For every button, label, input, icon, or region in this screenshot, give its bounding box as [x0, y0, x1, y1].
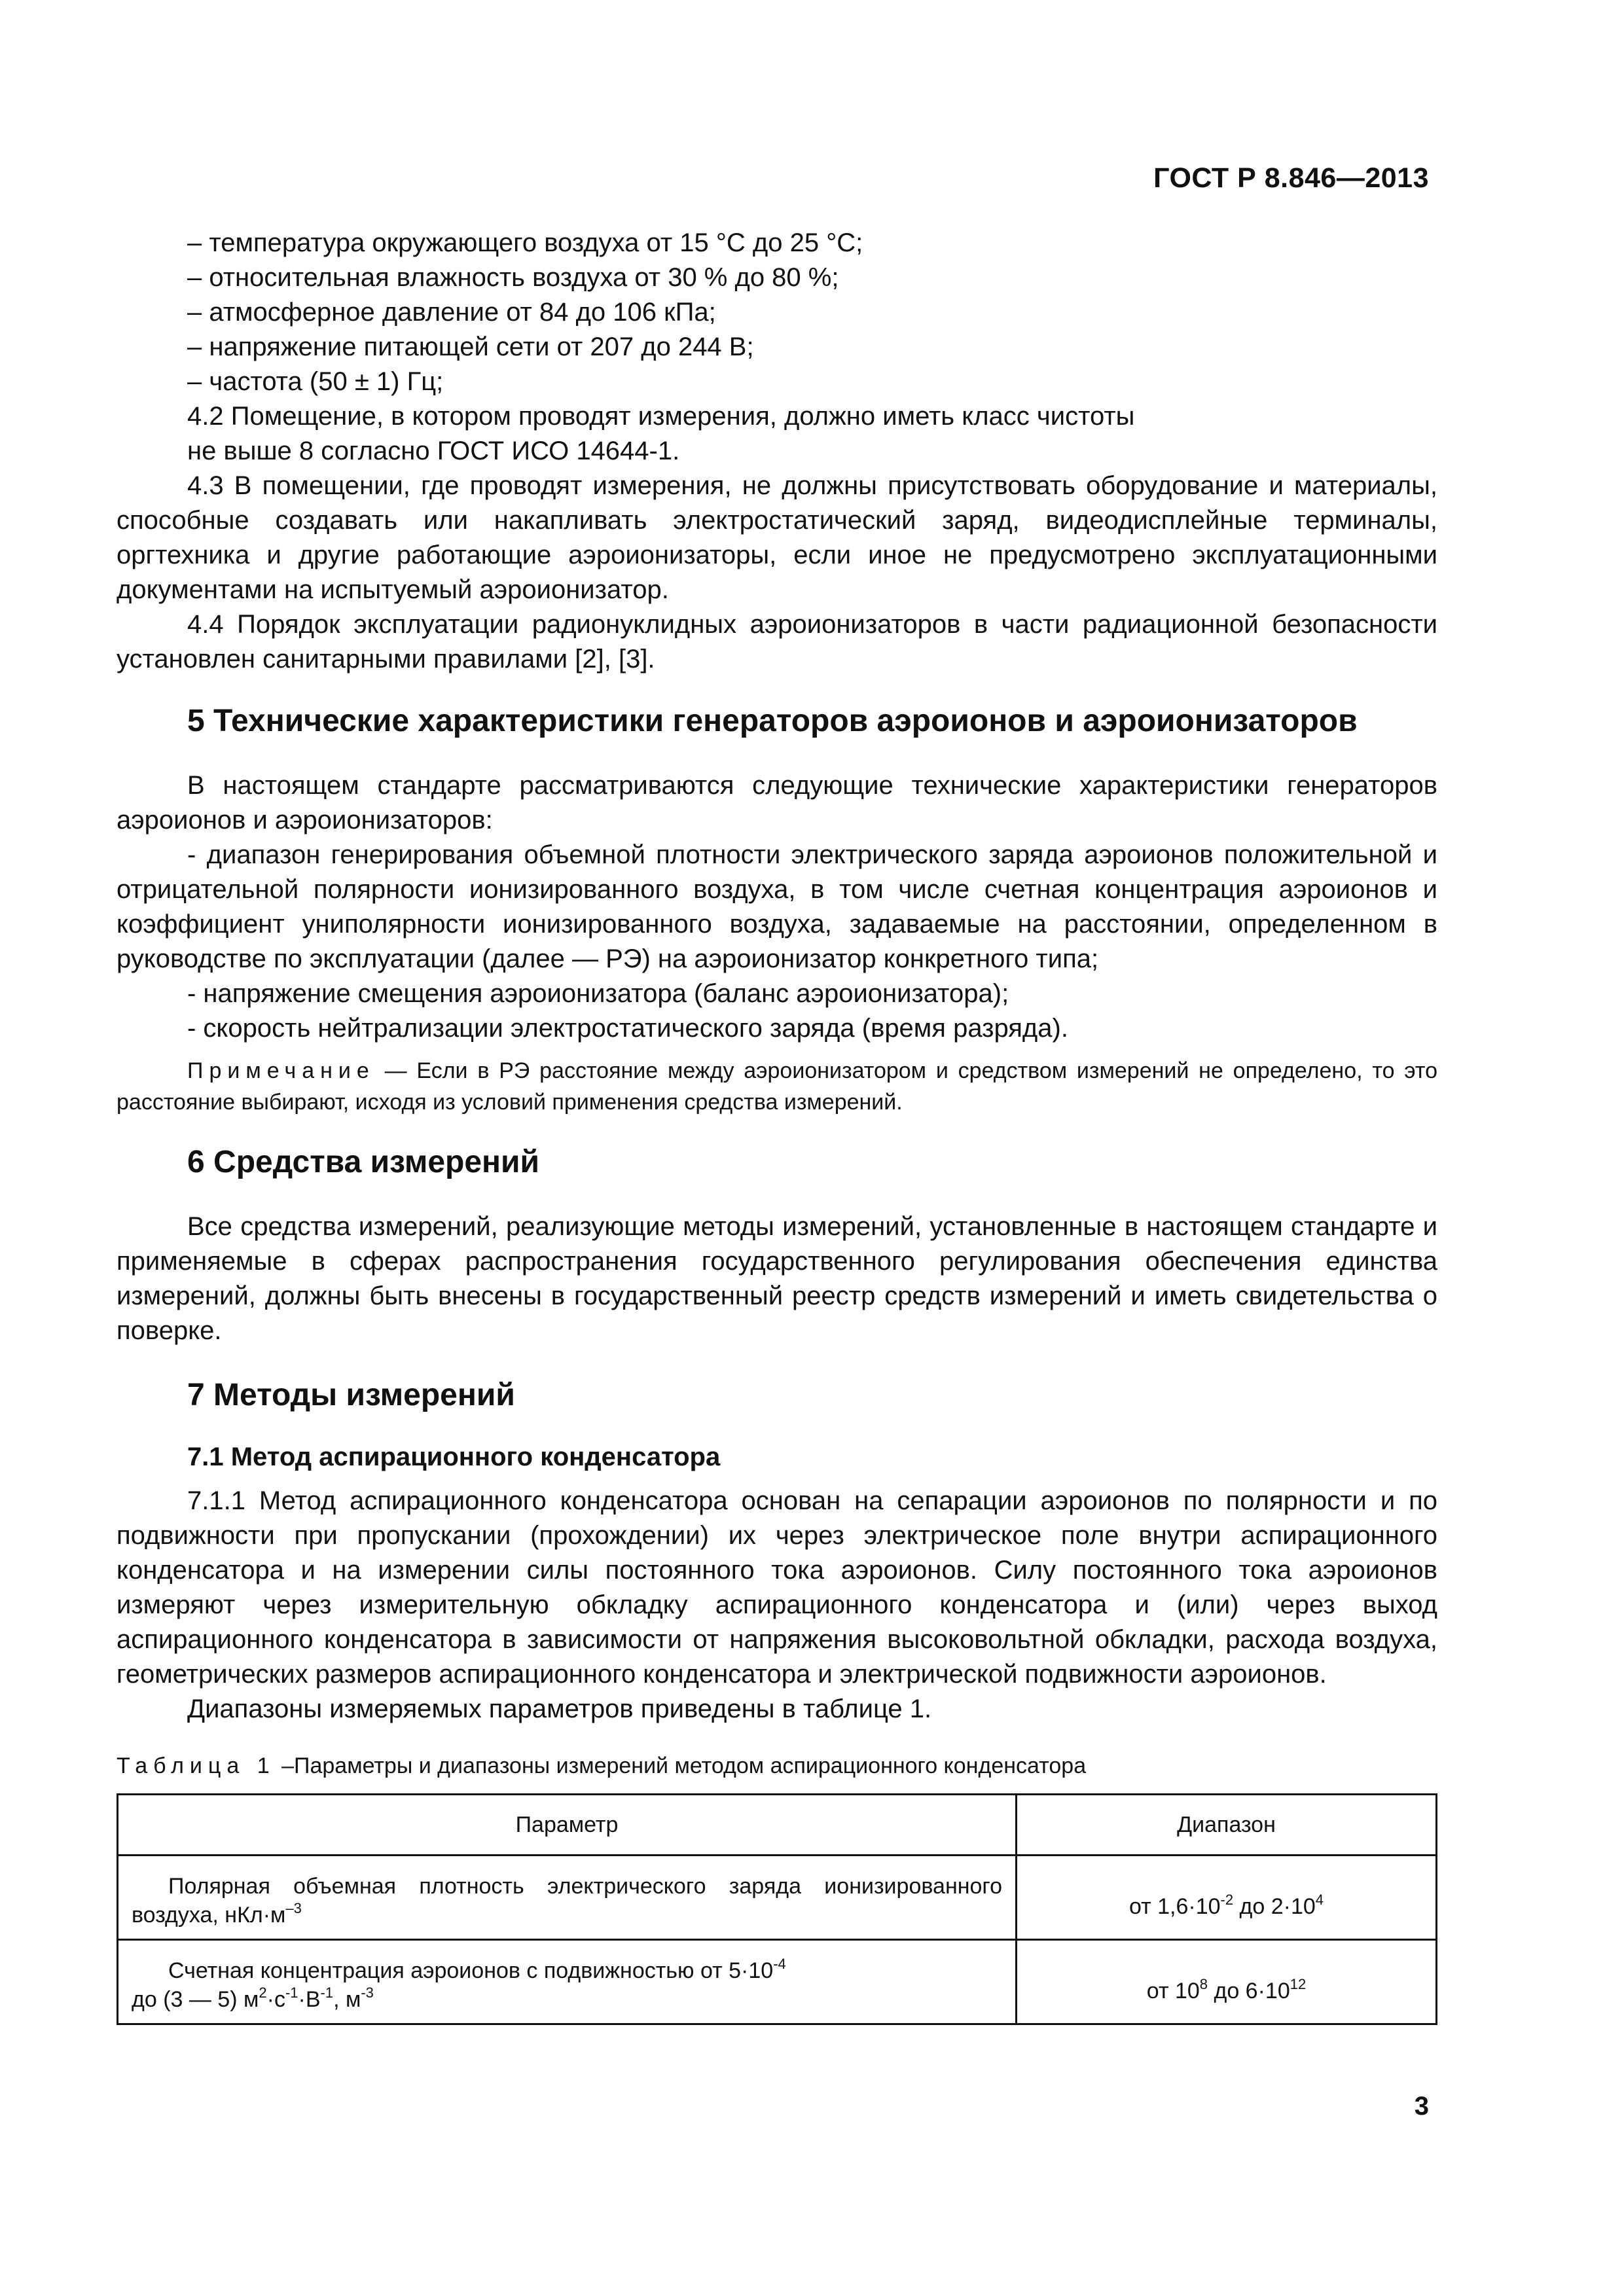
table-cell-range: от $1,6\cdot 10^{-2}$ до $2\cdot 10^4$ [1017, 1856, 1437, 1940]
paragraph-4-2-line2: не выше 8 согласно ГОСТ ИСО 14644-1. [187, 437, 680, 465]
table-1-label: Таблица 1 [117, 1753, 276, 1778]
table-header-row [118, 1795, 1437, 1856]
table-1-caption-text: –Параметры и диапазоны измерений методом аспирационного конденсатора [275, 1753, 1087, 1778]
section-5-item-1: - диапазон генерирования объемной плотности электрического заряда аэроионов положительной и отрицательной полярности ионизированного воздуха, в том числе счетная концентрация аэроионов и коэффициент униполярности ионизированного воздуха, задаваемые на расстоянии, определенном в руководстве по эксплуатации (далее — РЭ) на аэроионизатор конкретного типа; [117, 840, 1437, 973]
section-5-note [117, 1055, 1437, 1118]
section-5-intro: В настоящем стандарте рассматриваются следующие технические характеристики генераторов аэроионов и аэроионизаторов: [117, 771, 1437, 834]
condition-temperature: – температура окружающего воздуха от 15 °С до 25 °С; [187, 228, 863, 257]
note-label: Примечание [187, 1058, 375, 1083]
page-content [117, 226, 1437, 2025]
section-5-title: 5 Технические характеристики генераторов аэроионов и аэроионизаторов [187, 704, 1358, 738]
section-6-text: Все средства измерений, реализующие методы измерений, установленные в настоящем стандарте и применяемые в сферах распространения государственного регулирования обеспечения единства измерений, должны быть внесены в государственный реестр средств измерений и иметь свидетельства о поверке. [117, 1212, 1437, 1345]
section-5-item-2: - напряжение смещения аэроионизатора (баланс аэроионизатора); [187, 979, 1009, 1008]
section-7-title: 7 Методы измерений [187, 1378, 515, 1412]
table-1-caption [117, 1750, 1437, 1782]
ranges-reference: Диапазоны измеряемых параметров приведены в таблице 1. [187, 1695, 932, 1723]
paragraph-4-4: 4.4 Порядок эксплуатации радионуклидных аэроионизаторов в части радиационной безопасности установлен санитарными правилами [2], [3]. [117, 610, 1437, 673]
document-code: ГОСТ Р 8.846—2013 [1153, 162, 1429, 194]
paragraph-4-2-line1: 4.2 Помещение, в котором проводят измерения, должно иметь класс чистоты [187, 402, 1135, 431]
section-6-title: 6 Средства измерений [187, 1145, 540, 1179]
table-row [118, 1940, 1437, 2024]
note-text: — Если в РЭ расстояние между аэроионизатором и средством измерений не определено, то это расстояние выбирают, исходя из условий применения средства измерений. [117, 1058, 1437, 1115]
table-cell-param: Счетная концентрация аэроионов с подвижностью от $5\cdot 10^{-4}$ до (3 — 5) $м^2\cdot с^{-1}\cdot В^{-1}$, $м^{-3}$ [118, 1940, 1017, 2024]
condition-humidity: – относительная влажность воздуха от 30 % до 80 %; [187, 263, 839, 292]
condition-voltage: – напряжение питающей сети от 207 до 244 В; [187, 332, 754, 361]
page-number: 3 [1414, 2092, 1429, 2121]
table-cell-param: Полярная объемная плотность электрического заряда ионизированного воздуха, $нКл\cdot м^{-3}$ [118, 1856, 1017, 1940]
table-1 [117, 1793, 1437, 2025]
paragraph-7-1-1: 7.1.1 Метод аспирационного конденсатора основан на сепарации аэроионов по полярности и по подвижности при пропускании (прохождении) их через электрическое поле внутри аспирационного конденсатора и на измерении силы постоянного тока аэроионов. Силу постоянного тока аэроионов измеряют через измерительную обкладку аспирационного конденсатора и (или) через выход аспирационного конденсатора в зависимости от напряжения высоковольтной обкладки, расхода воздуха, геометрических размеров аспирационного конденсатора и электрической подвижности аэроионов. [117, 1486, 1437, 1689]
condition-frequency: – частота (50 ± 1) Гц; [187, 367, 444, 396]
table-header-range: Диапазон [1017, 1795, 1437, 1856]
paragraph-4-3: 4.3 В помещении, где проводят измерения, не должны присутствовать оборудование и материалы, способные создавать или накапливать электростатический заряд, видеодисплейные терминалы, оргтехника и другие работающие аэроионизаторы, если иное не предусмотрено эксплуатационными документами на испытуемый аэроионизатор. [117, 471, 1437, 604]
table-row [118, 1856, 1437, 1940]
subsection-7-1-title: 7.1 Метод аспирационного конденсатора [187, 1443, 721, 1471]
section-5-item-3: - скорость нейтрализации электростатического заряда (время разряда). [187, 1014, 1068, 1043]
table-cell-range: от $10^8$ до $6\cdot 10^{12}$ [1017, 1940, 1437, 2024]
condition-pressure: – атмосферное давление от 84 до 106 кПа; [187, 298, 716, 327]
table-header-param: Параметр [118, 1795, 1017, 1856]
